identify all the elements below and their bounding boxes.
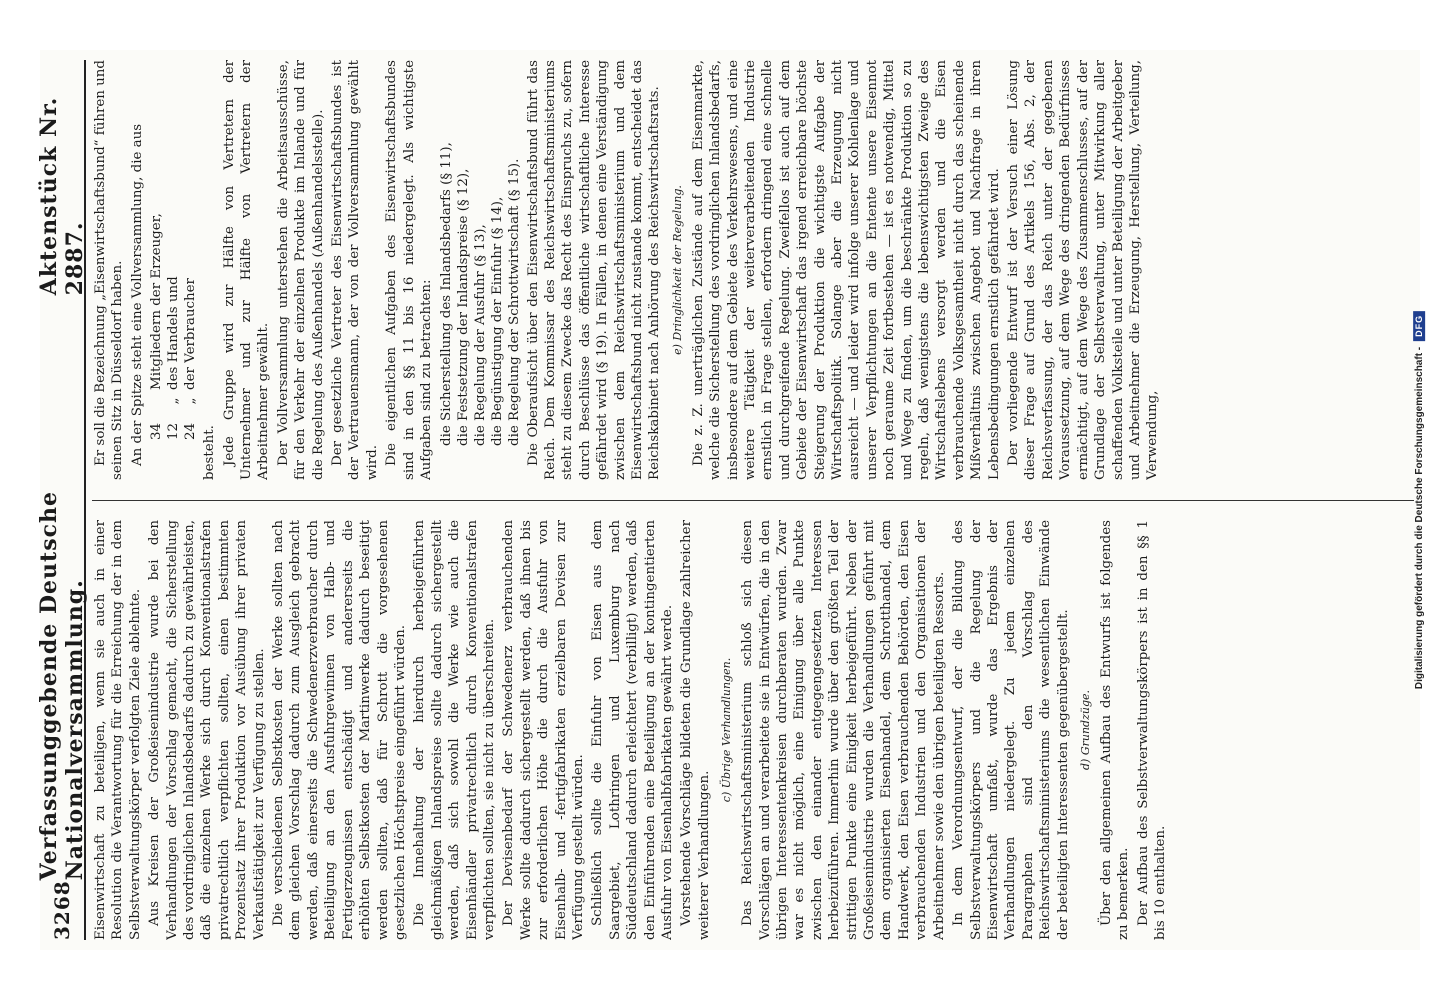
document-number: Aktenstück Nr. 2887.: [36, 96, 88, 296]
member-row: [165, 60, 182, 440]
paragraph: Die Innehaltung der hierdurch herbeigeführten gleichmäßigen Inlandspreise sollte dadurch sichergestellt werden, daß sich sowohl die Werke wie auch die Eisenhändler privatrechtlich durch Konventionalstrafen verpflichten sollten, sie nicht zu überschreiten.: [412, 520, 497, 940]
member-row: [148, 60, 165, 440]
paragraph: Der Vollversammlung unterstehen die Arbeitsausschüsse, für den Verkehr der einzelnen Produkte im Inlande und für die Regelung des Außenhandels (Außenhandelsstelle).: [275, 60, 326, 480]
list-item: die Regelung der Schrottwirtschaft (§ 15).: [506, 158, 522, 446]
paragraph: Die z. Z. unerträglichen Zustände auf dem Eisenmarkte, welche die Sicherstellung des vordringlichen Inlandsbedarfs, insbesondere auf dem Gebiete des Verkehrswesens, und eine weitere Tätigkeit der weiterverarbeitenden Industrie ernstlich in Frage stellen, erfordern dringend eine schnelle und durchgreifende Regelung. Zweifellos ist auch auf dem Gebiete der Eisenwirtschaft das irgend erreichbare höchste Steigerung der Produktion die wichtigste Aufgabe der Wirtschaftspolitik. Solange aber die Erzeugung nicht ausreicht — und leider wird infolge unserer Kohlenlage und unserer Verpflichtungen an die Entente unsere Eisennot noch geraume Zeit fortbestehen — ist es notwendig, Mittel und Wege zu finden, um die beschränkte Produktion so zu regeln, daß wenigstens die lebenswichtigsten Zweige des Wirtschaftslebens versorgt werden und die Eisen verbrauchende Volksgesamtheit nicht durch das scheinende Mißverhältnis zwischen Angebot und Nachfrage in ihren Lebensbedingungen ernstlich gefährdet wird.: [690, 60, 1002, 480]
paragraph: In dem Verordnungsentwurf, der die Bildung des Selbstverwaltungskörpers und die Regelung der Eisenwirtschaft umfaßt, wurde das Ergebnis der Verhandlungen niedergelegt. Zu jedem einzelnen Paragraphen sind den Vorschlag des Reichswirtschaftsministeriums die wesentlichen Einwände der beteiligten Interessenten gegenübergestellt.: [951, 520, 1071, 940]
paragraph: Die verschiedenen Selbstkosten der Werke sollten nach dem gleichen Vorschlag dadurch zum Ausgleich gebracht werden, daß einerseits die Schwedenerzverbraucher durch Beteiligung an den Ausfuhrgewinnen von Halb- und Fertigerzeugnissen entschädigt und andererseits die erhöhten Selbstkosten der Martinwerke dadurch beseitigt werden sollten, daß für Schrott die vorgesehenen gesetzlichen Höchstpreise eingeführt würden.: [271, 520, 408, 940]
list-item: die Sicherstellung des Inlandsbedarfs (§ 11),: [438, 142, 454, 446]
paragraph: Der vorliegende Entwurf ist der Versuch einer Lösung dieser Frage auf Grund des Artikels 156, Abs. 2, der Reichsverfassung, der das Reich unter der gegebenen Voraussetzung, auf dem Wege des dringenden Bedürfnisses ermächtigt, auf dem Wege des Zusammenschlusses, auf der Grundlage der Selbstverwaltung, unter Mitwirkung aller schaffenden Volksteile und unter Beteiligung der Arbeitgeber und Arbeitnehmer die Erzeugung, Herstellung, Verteilung, Verwendung,: [1006, 60, 1161, 480]
section-heading: d) Grundzüge.: [1078, 690, 1092, 771]
list-item: die Festsetzung der Inlandspreise (§ 12),: [455, 168, 471, 446]
paragraph: Über den allgemeinen Aufbau des Entwurfs ist folgendes zu bemerken.: [1098, 520, 1132, 940]
page-header: [36, 60, 88, 940]
member-text: Mitgliedern der Erzeuger,: [149, 213, 165, 390]
dfg-logo: DFG: [1413, 311, 1425, 341]
paragraph: An der Spitze steht eine Vollversammlung, die aus: [129, 123, 145, 466]
list-item: die Begünstigung der Einfuhr (§ 14),: [489, 196, 505, 446]
paragraph: Jede Gruppe wird zur Hälfte von Vertretern der Unternehmer und zur Hälfte von Vertretern der Arbeitnehmer gewählt.: [221, 60, 272, 480]
list-item: die Regelung der Ausfuhr (§ 13),: [472, 224, 488, 446]
member-text: des Handels und: [166, 276, 182, 390]
paragraph: Vorstehende Vorschläge bildeten die Grundlage zahlreicher weiterer Verhandlungen.: [679, 520, 712, 940]
ditto-mark: „: [183, 397, 199, 405]
left-column: [92, 520, 1414, 940]
section-heading: c) Übrige Verhandlungen.: [720, 657, 734, 803]
ditto-mark: „: [166, 397, 182, 405]
member-count: 12: [166, 422, 182, 440]
task-list: [438, 60, 523, 446]
section-heading: e) Dringlichkeit der Regelung.: [670, 185, 684, 355]
member-count: 34: [149, 422, 165, 440]
paragraph: Die Oberaufsicht über den Eisenwirtschaftsbund führt das Reich. Dem Kommissar des Reichswirtschaftsministeriums steht zu diesem Zwecke das Recht des Einspruchs zu, sofern durch Beschlüsse das öffentliche wirtschaftliche Interesse gefährdet wird (§ 19). In Fällen, in denen eine Verständigung zwischen dem Reichswirtschaftsministerium und dem Eisenwirtschaftsbund nicht zustande kommt, entscheidet das Reichskabinett nach Anhörung des Reichswirtschaftsrats.: [525, 60, 663, 480]
right-column: [92, 60, 1414, 480]
member-row: [182, 60, 199, 440]
paragraph: Er soll die Bezeichnung „Eisenwirtschaftsbund“ führen und seinen Sitz in Düsseldorf haben.: [93, 60, 126, 480]
paragraph: Der Devisenbedarf der Schwedenerz verbrauchenden Werke sollte dadurch sichergestellt werden, daß ihnen bis zur erforderlichen Höhe die durch die Ausfuhr von Eisenhalb- und -fertigfabrikaten erzielbaren Devisen zur Verfügung gestellt würden.: [501, 520, 586, 940]
member-list: [148, 60, 199, 440]
paragraph: Schließlich sollte die Einfuhr von Eisen aus dem Saargebiet, Lothringen und Luxemburg nach Süddeutschland dadurch erleichtert (verbilligt) werden, daß den Einführenden eine Beteiligung an der kontingentierten Ausfuhr von Eisenhalbfabrikaten gewährt werde.: [590, 520, 675, 940]
member-text: der Verbraucher: [183, 278, 199, 390]
column-divider: [92, 500, 1414, 501]
page-number: 3268: [50, 880, 74, 940]
paragraph: Aus Kreisen der Großeisenindustrie wurde bei den Verhandlungen der Vorschlag gemacht, die Sicherstellung des vordringlichen Inlandsbedarfs dadurch zu gewährleisten, daß die einzelnen Werke sich durch Konventionalstrafen privatrechtlich verpflichten sollten, einen bestimmten Prozentsatz ihrer Produktion vor Ausübung ihrer privaten Verkaufstätigkeit zur Verfügung zu stellen.: [147, 520, 267, 940]
document-page: [36, 50, 1420, 950]
paragraph: Der Aufbau des Selbstverwaltungskörpers ist in den §§ 1 bis 10 enthalten.: [1135, 520, 1169, 940]
member-count: 24: [183, 422, 199, 440]
paragraph: Die eigentlichen Aufgaben des Eisenwirtschaftsbundes sind in den §§ 11 bis 16 niedergelegt. Als wichtigste Aufgaben sind zu betrachten:: [384, 60, 435, 480]
paragraph: Das Reichswirtschaftsministerium schloß sich diesen Vorschlägen an und verarbeitete sie in Entwürfen, die in den übrigen Interessentenkreisen durchberaten wurden. Zwar war es nicht möglich, eine Einigung über alle Punkte zwischen den einander entgegengesetzten Interessen herbeizuführen. Immerhin wurde über den größten Teil der strittigen Punkte eine Einigkeit herbeigeführt. Neben der Großeisenindustrie wurden die Verhandlungen geführt mit dem organisierten Eisenhandel, dem Schrotthandel, dem Handwerk, den Eisen verbrauchenden Behörden, den Eisen verbrauchenden Industrien und den Organisationen der Arbeitnehmer sowie den übrigen beteiligten Ressorts.: [740, 520, 947, 940]
paragraph: besteht.: [202, 425, 218, 480]
paragraph: Der gesetzliche Vertreter des Eisenwirtschaftsbundes ist der Vertrauensmann, der von der Vollversammlung gewählt wird.: [330, 60, 380, 480]
page-title: Verfassunggebende Deutsche Nationalversammlung.: [36, 491, 88, 881]
paragraph: Eisenwirtschaft zu beteiligen, wenn sie auch in einer Resolution die Verantwortung für die Erreichung der in dem Selbstverwaltungskörper verfolgten Ziele ablehnte.: [93, 520, 143, 940]
credit-text: Digitalisierung gefördert durch die Deutsche Forschungsgemeinschaft -: [1413, 346, 1425, 690]
digitization-credit: [1408, 0, 1430, 1000]
